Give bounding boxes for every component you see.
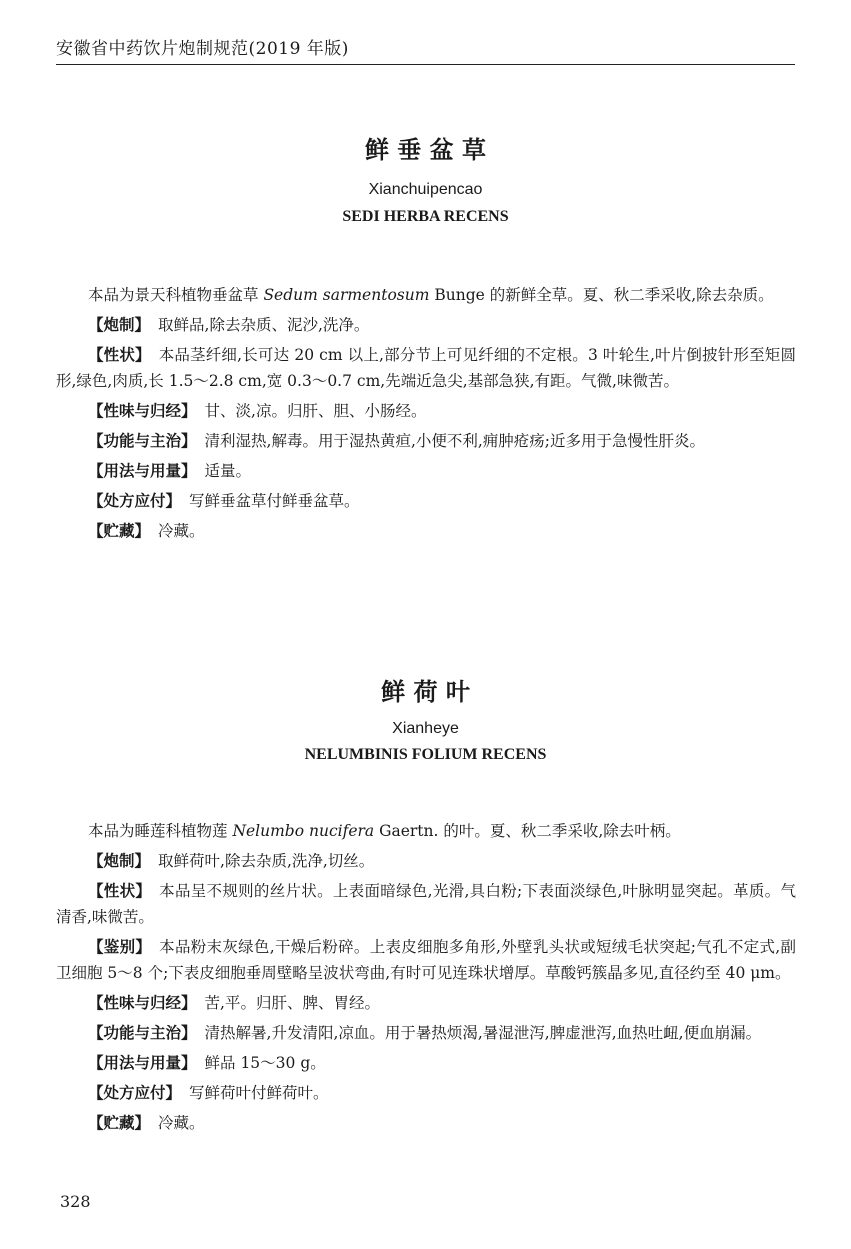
section-processing (56, 312, 796, 338)
section-text: 本品呈不规则的丝片状。上表面暗绿色,光滑,具白粉;下表面淡绿色,叶脉明显突起。革质。气清香,味微苦。 (56, 882, 796, 926)
running-header: 安徽省中药饮片炮制规范(2019 年版) (56, 39, 349, 59)
section-text: 甘、淡,凉。归肝、胆、小肠经。 (204, 402, 427, 420)
monograph1-pinyin: Xianchuipencao (368, 181, 483, 198)
section-label: 【贮藏】 (88, 522, 151, 540)
section-property-flavor (56, 990, 796, 1016)
section-label: 【性味与归经】 (88, 402, 197, 420)
monograph1-intro (56, 282, 796, 308)
section-label: 【功能与主治】 (88, 1024, 197, 1042)
section-property-flavor (56, 398, 796, 424)
section-usage-dosage (56, 1050, 796, 1076)
intro-text: Bunge 的新鲜全草。夏、秋二季采收,除去杂质。 (429, 286, 774, 304)
section-label: 【鉴别】 (88, 938, 152, 956)
section-storage (56, 1110, 796, 1136)
section-text: 清热解暑,升发清阳,凉血。用于暑热烦渴,暑湿泄泻,脾虚泄泻,血热吐衄,便血崩漏。 (204, 1024, 762, 1042)
section-label: 【用法与用量】 (88, 462, 197, 480)
section-description (56, 342, 796, 394)
section-prescription (56, 488, 796, 514)
section-actions-indications (56, 428, 796, 454)
section-label: 【功能与主治】 (88, 432, 197, 450)
header-rule (56, 64, 795, 65)
section-text: 本品茎纤细,长可达 20 cm 以上,部分节上可见纤细的不定根。3 叶轮生,叶片倒披针形至矩圆形,绿色,肉质,长 1.5～2.8 cm,宽 0.3～0.7 cm,先端近急尖,基部急狭,有距。气微,味微苦。 (56, 346, 796, 390)
monograph2-title: 鲜 荷 叶 (381, 678, 470, 706)
section-label: 【性味与归经】 (88, 994, 197, 1012)
intro-text: Gaertn. 的叶。夏、秋二季采收,除去叶柄。 (374, 822, 681, 840)
section-text: 写鲜垂盆草付鲜垂盆草。 (189, 492, 360, 510)
section-label: 【处方应付】 (88, 1084, 182, 1102)
section-label: 【炮制】 (88, 316, 151, 334)
intro-text: 本品为景天科植物垂盆草 (88, 286, 264, 304)
section-label: 【处方应付】 (88, 492, 182, 510)
section-label: 【用法与用量】 (88, 1054, 197, 1072)
monograph1-latin-name: SEDI HERBA RECENS (342, 208, 509, 225)
section-text: 冷藏。 (158, 1114, 205, 1132)
section-label: 【性状】 (88, 882, 152, 900)
section-processing (56, 848, 796, 874)
section-usage-dosage (56, 458, 796, 484)
section-text: 适量。 (204, 462, 252, 480)
monograph1-body (56, 282, 796, 548)
monograph2-intro (56, 818, 796, 844)
section-label: 【贮藏】 (88, 1114, 151, 1132)
section-text: 冷藏。 (158, 522, 205, 540)
monograph2-body (56, 818, 796, 1140)
section-label: 【炮制】 (88, 852, 151, 870)
intro-text: 本品为睡莲科植物莲 (88, 822, 233, 840)
section-storage (56, 518, 796, 544)
section-text: 写鲜荷叶付鲜荷叶。 (189, 1084, 329, 1102)
monograph1-title: 鲜 垂 盆 草 (364, 136, 487, 164)
section-text: 苦,平。归肝、脾、胃经。 (204, 994, 380, 1012)
monograph2-latin-name: NELUMBINIS FOLIUM RECENS (304, 746, 547, 763)
page-number: 328 (60, 1192, 91, 1211)
section-identification (56, 934, 796, 986)
section-text: 取鲜品,除去杂质、泥沙,洗净。 (158, 316, 370, 334)
section-text: 本品粉末灰绿色,干燥后粉碎。上表皮细胞多角形,外壁乳头状或短绒毛状突起;气孔不定式,副卫细胞 5～8 个;下表皮细胞垂周壁略呈波状弯曲,有时可见连珠状增厚。草酸钙簇晶多见,直径约至 40 μm。 (56, 938, 796, 982)
section-text: 鲜品 15～30 g。 (204, 1054, 326, 1072)
species-name: Sedum sarmentosum (263, 286, 430, 304)
monograph2-pinyin: Xianheye (392, 720, 459, 737)
section-label: 【性状】 (88, 346, 151, 364)
section-text: 取鲜荷叶,除去杂质,洗净,切丝。 (158, 852, 375, 870)
section-actions-indications (56, 1020, 796, 1046)
section-description (56, 878, 796, 930)
species-name: Nelumbo nucifera (232, 822, 375, 840)
section-text: 清利湿热,解毒。用于湿热黄疸,小便不利,痈肿疮疡;近多用于急慢性肝炎。 (204, 432, 706, 450)
section-prescription (56, 1080, 796, 1106)
